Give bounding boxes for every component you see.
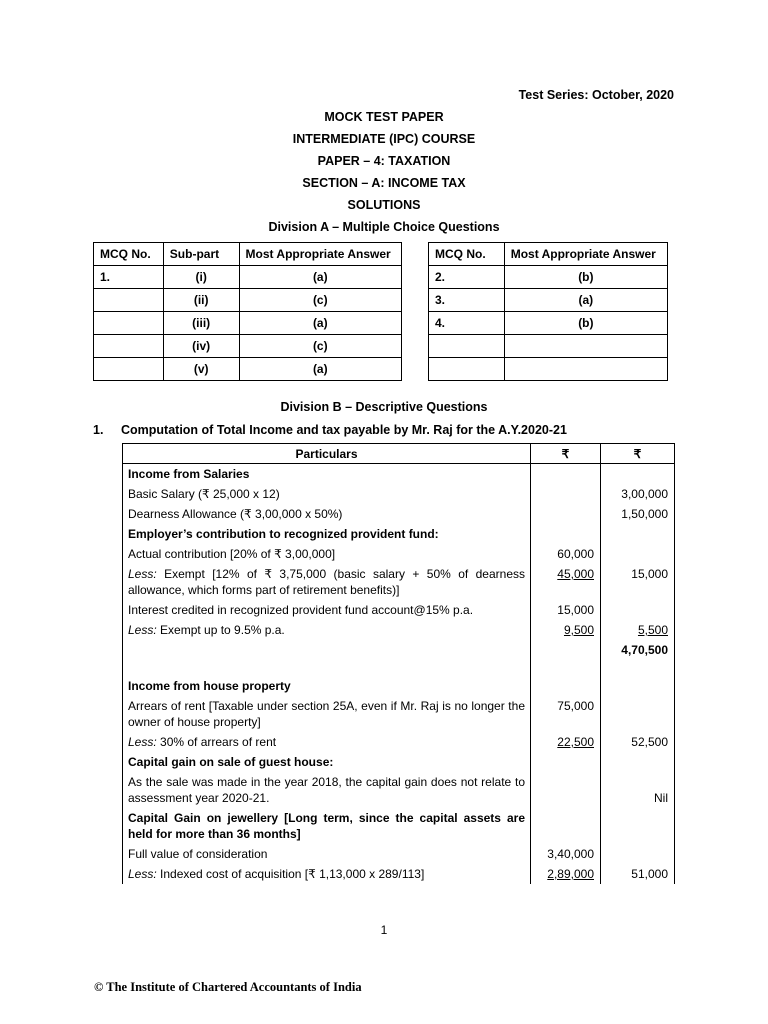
total-cell — [601, 640, 675, 660]
table-cell: (c) — [239, 335, 401, 358]
particulars-label: Exempt up to 9.5% p.a. — [156, 623, 285, 637]
table-cell: 2. — [429, 266, 505, 289]
amount-cell — [531, 732, 601, 752]
table-row — [123, 676, 675, 696]
table-row — [123, 752, 675, 772]
amount-cell — [531, 564, 601, 600]
table-cell — [504, 335, 667, 358]
division-b-title: Division B – Descriptive Questions — [280, 400, 488, 414]
less-prefix: Less: — [128, 867, 157, 881]
column-header: MCQ No. — [94, 243, 164, 266]
total-value: 4,70,500 — [621, 643, 668, 657]
income-computation-table — [122, 443, 675, 884]
table-row — [123, 864, 675, 884]
table-row — [123, 484, 675, 504]
table-cell — [94, 312, 164, 335]
total-cell — [601, 844, 675, 864]
table-row — [429, 289, 668, 312]
less-prefix: Less: — [128, 735, 157, 749]
table-cell: (i) — [163, 266, 239, 289]
particulars-label: Arrears of rent [Taxable under section 25A, even if Mr. Raj is no longer the owner of house property] — [128, 699, 525, 729]
table-row — [94, 358, 402, 381]
amount-value: 60,000 — [557, 547, 594, 561]
total-value: Nil — [654, 791, 668, 805]
amount-value: 45,000 — [557, 567, 594, 581]
table-cell: 3. — [429, 289, 505, 312]
column-header-rupee: ₹ — [601, 444, 675, 464]
particulars-cell — [123, 696, 531, 732]
particulars-label: 30% of arrears of rent — [156, 735, 277, 749]
table-row — [123, 696, 675, 732]
table-cell: (ii) — [163, 289, 239, 312]
total-cell — [601, 864, 675, 884]
table-row — [94, 312, 402, 335]
column-header: MCQ No. — [429, 243, 505, 266]
amount-cell — [531, 676, 601, 696]
total-cell — [601, 464, 675, 485]
table-row — [94, 266, 402, 289]
amount-cell — [531, 660, 601, 676]
table-row — [429, 358, 668, 381]
table-row — [94, 335, 402, 358]
table-row — [123, 544, 675, 564]
particulars-cell — [123, 864, 531, 884]
question-number: 1. — [93, 423, 104, 437]
table-cell: (a) — [239, 312, 401, 335]
table-row — [123, 660, 675, 676]
table-cell: 1. — [94, 266, 164, 289]
particulars-label: As the sale was made in the year 2018, the capital gain does not relate to assessment year 2020-21. — [128, 775, 525, 805]
test-series-label: Test Series: October, 2020 — [518, 88, 674, 102]
total-cell — [601, 676, 675, 696]
table-cell — [429, 335, 505, 358]
table-row — [123, 524, 675, 544]
total-value: 1,50,000 — [621, 507, 668, 521]
table-cell — [504, 358, 667, 381]
table-cell: (v) — [163, 358, 239, 381]
paper-name: PAPER – 4: TAXATION — [317, 154, 451, 168]
section-title: SECTION – A: INCOME TAX — [302, 176, 466, 190]
table-row — [123, 564, 675, 600]
total-cell — [601, 620, 675, 640]
table-cell: (iv) — [163, 335, 239, 358]
column-header: Sub-part — [163, 243, 239, 266]
particulars-label: Employer’s contribution to recognized provident fund: — [128, 527, 439, 541]
particulars-cell — [123, 772, 531, 808]
particulars-cell — [123, 676, 531, 696]
total-cell — [601, 808, 675, 844]
amount-cell — [531, 696, 601, 732]
table-row — [429, 266, 668, 289]
table-row — [94, 289, 402, 312]
solutions-title: SOLUTIONS — [347, 198, 421, 212]
particulars-cell — [123, 732, 531, 752]
amount-value: 9,500 — [563, 623, 594, 637]
table-cell: (a) — [239, 358, 401, 381]
amount-cell — [531, 844, 601, 864]
table-cell: (b) — [504, 312, 667, 335]
table-cell — [94, 335, 164, 358]
particulars-label: Basic Salary (₹ 25,000 x 12) — [128, 487, 280, 501]
particulars-cell — [123, 600, 531, 620]
table-cell — [94, 358, 164, 381]
total-cell — [601, 564, 675, 600]
total-cell — [601, 544, 675, 564]
total-cell — [601, 660, 675, 676]
particulars-label: Income from Salaries — [128, 467, 250, 481]
amount-cell — [531, 640, 601, 660]
particulars-cell — [123, 544, 531, 564]
amount-cell — [531, 484, 601, 504]
particulars-label: Income from house property — [128, 679, 291, 693]
amount-value: 75,000 — [557, 699, 594, 713]
amount-cell — [531, 752, 601, 772]
amount-cell — [531, 544, 601, 564]
column-header: Most Appropriate Answer — [239, 243, 401, 266]
amount-value: 2,89,000 — [547, 867, 594, 881]
table-row — [429, 335, 668, 358]
particulars-cell — [123, 524, 531, 544]
amount-cell — [531, 504, 601, 524]
table-row — [123, 808, 675, 844]
paper-title: MOCK TEST PAPER — [324, 110, 444, 124]
mcq-answers-table-left — [93, 242, 402, 381]
particulars-label: Capital Gain on jewellery [Long term, since the capital assets are held for more than 36 months] — [128, 811, 525, 841]
table-header-row — [94, 243, 402, 266]
amount-cell — [531, 620, 601, 640]
table-cell — [94, 289, 164, 312]
total-cell — [601, 524, 675, 544]
particulars-cell — [123, 752, 531, 772]
particulars-cell — [123, 464, 531, 485]
amount-value: 3,40,000 — [547, 847, 594, 861]
table-row — [123, 772, 675, 808]
column-header-particulars: Particulars — [123, 444, 531, 464]
amount-cell — [531, 464, 601, 485]
course-title: INTERMEDIATE (IPC) COURSE — [292, 132, 476, 146]
total-cell — [601, 600, 675, 620]
particulars-cell — [123, 484, 531, 504]
total-value: 5,500 — [637, 623, 668, 637]
table-header-row — [123, 444, 675, 464]
amount-value: 15,000 — [557, 603, 594, 617]
table-header-row — [429, 243, 668, 266]
particulars-label: Actual contribution [20% of ₹ 3,00,000] — [128, 547, 336, 561]
total-cell — [601, 752, 675, 772]
particulars-cell — [123, 564, 531, 600]
table-row — [123, 464, 675, 485]
table-row — [123, 844, 675, 864]
less-prefix: Less: — [128, 567, 157, 581]
table-cell: (iii) — [163, 312, 239, 335]
table-cell — [429, 358, 505, 381]
total-cell — [601, 484, 675, 504]
particulars-label: Capital gain on sale of guest house: — [128, 755, 334, 769]
total-cell — [601, 696, 675, 732]
total-value: 3,00,000 — [621, 487, 668, 501]
total-cell — [601, 732, 675, 752]
total-value: 15,000 — [631, 567, 668, 581]
amount-cell — [531, 600, 601, 620]
column-header-rupee: ₹ — [531, 444, 601, 464]
total-value: 51,000 — [631, 867, 668, 881]
copyright-footer: © The Institute of Chartered Accountants of India — [94, 980, 362, 994]
total-value: 52,500 — [631, 735, 668, 749]
particulars-label: Full value of consideration — [128, 847, 268, 861]
particulars-label: Interest credited in recognized provident fund account@15% p.a. — [128, 603, 474, 617]
column-header: Most Appropriate Answer — [504, 243, 667, 266]
question-title: Computation of Total Income and tax payable by Mr. Raj for the A.Y.2020-21 — [121, 423, 567, 437]
table-cell: (a) — [239, 266, 401, 289]
table-row — [429, 312, 668, 335]
particulars-cell — [123, 640, 531, 660]
total-cell — [601, 504, 675, 524]
amount-cell — [531, 808, 601, 844]
total-cell — [601, 772, 675, 808]
particulars-cell — [123, 660, 531, 676]
amount-value: 22,500 — [557, 735, 594, 749]
amount-cell — [531, 772, 601, 808]
table-cell: 4. — [429, 312, 505, 335]
table-cell: (b) — [504, 266, 667, 289]
mcq-answers-table-right — [428, 242, 668, 381]
particulars-label: Exempt [12% of ₹ 3,75,000 (basic salary + 50% of dearness allowance, which forms part of retirement benefits)] — [128, 567, 525, 597]
table-row — [123, 732, 675, 752]
particulars-label: Dearness Allowance (₹ 3,00,000 x 50%) — [128, 507, 343, 521]
table-row — [123, 504, 675, 524]
table-row — [123, 640, 675, 660]
table-cell: (c) — [239, 289, 401, 312]
particulars-label: Indexed cost of acquisition [₹ 1,13,000 x 289/113] — [156, 867, 425, 881]
particulars-cell — [123, 844, 531, 864]
table-row — [123, 620, 675, 640]
page-number: 1 — [380, 923, 388, 937]
particulars-cell — [123, 620, 531, 640]
table-cell: (a) — [504, 289, 667, 312]
amount-cell — [531, 864, 601, 884]
particulars-cell — [123, 504, 531, 524]
table-row — [123, 600, 675, 620]
less-prefix: Less: — [128, 623, 157, 637]
amount-cell — [531, 524, 601, 544]
particulars-cell — [123, 808, 531, 844]
division-a-title: Division A – Multiple Choice Questions — [268, 220, 500, 234]
